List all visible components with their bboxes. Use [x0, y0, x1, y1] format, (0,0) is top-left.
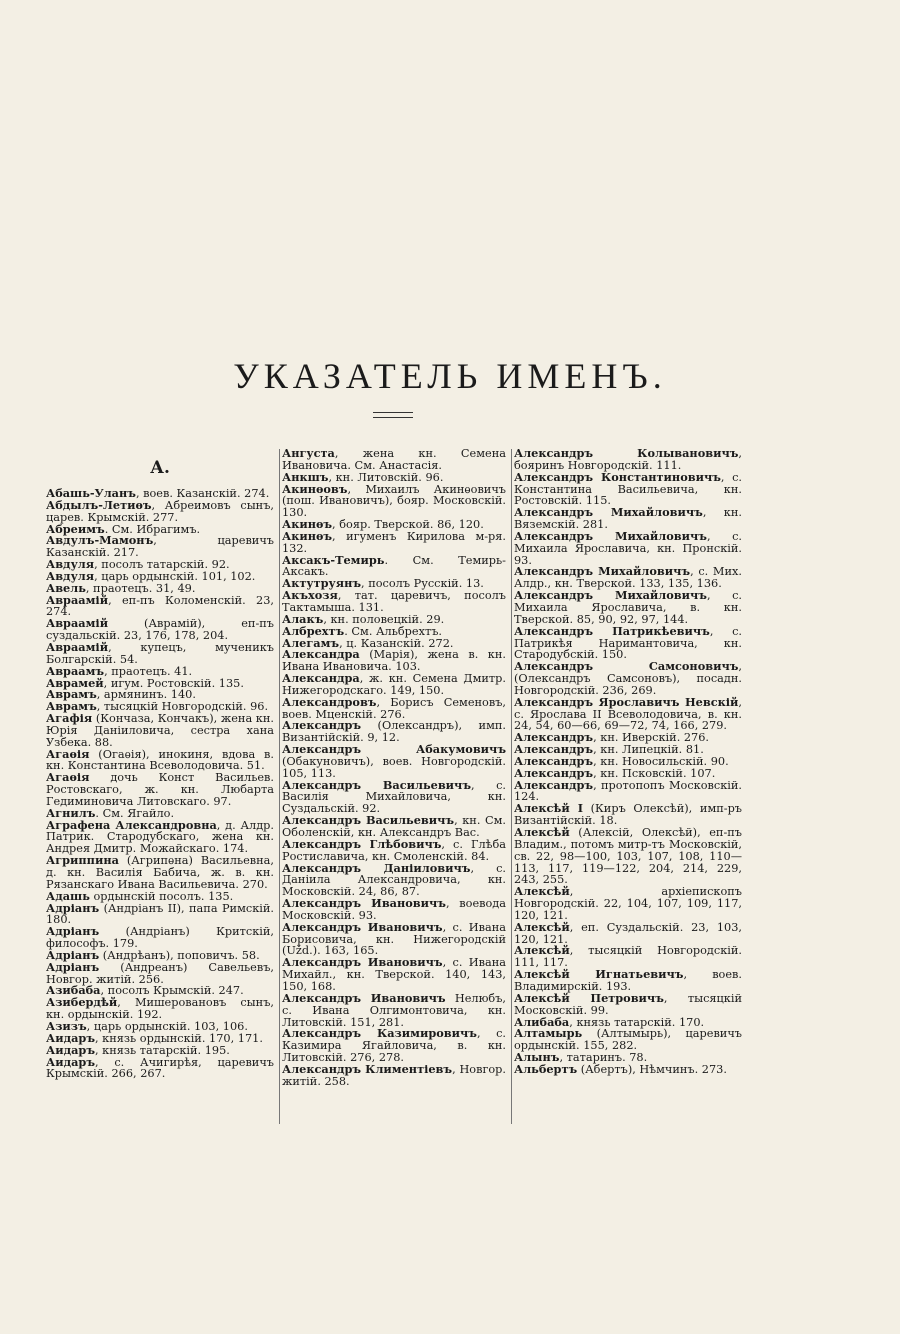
entry-name: Алексѣй Игнатьевичъ: [514, 967, 684, 982]
index-entry: [282, 649, 506, 673]
entry-text: , ж. кн. Семена Дмитр. Нижегородскаго. 149, 150.: [282, 672, 506, 697]
index-entry: [514, 969, 742, 993]
entry-text: , тысяцкій Новгородскій. 96.: [96, 700, 269, 714]
entry-text: , еп. Суздальскій. 23, 103, 120, 121.: [514, 920, 742, 946]
index-entry: [46, 959, 274, 986]
entry-name: Аидаръ: [46, 1054, 95, 1069]
entry-name: Агнилъ: [46, 805, 96, 820]
entry-text: , еп-пъ Коломенскій. 23, 274.: [46, 593, 274, 619]
index-entry: [282, 720, 506, 744]
index-entry: [514, 945, 742, 969]
index-entry: [46, 900, 274, 927]
entry-name: Альбертъ: [514, 1061, 578, 1076]
entry-name: Александръ Колывановичъ: [514, 446, 739, 460]
index-entry: [282, 777, 506, 816]
index-entry: [282, 590, 506, 614]
entry-text: (Обакуновичъ), воев. Новгородскій. 105, 113.: [282, 754, 506, 780]
entry-text: , с. Василія Михайловича, кн. Суздальскій. 92.: [282, 778, 506, 816]
index-entry: [514, 469, 742, 508]
entry-text: , царевичъ Казанскій. 217.: [46, 534, 274, 560]
entry-text: , воев. Владимирскій. 193.: [514, 968, 742, 993]
entry-text: . См. Альбрехтъ.: [344, 624, 442, 638]
entry-name: Алакъ: [282, 611, 324, 626]
entry-text: , праотецъ. 31, 49.: [85, 581, 196, 595]
entry-text: (Андрѣанъ), поповичъ. 58.: [99, 948, 260, 962]
entry-name: Авдулъ-Мамонъ: [46, 533, 154, 548]
index-entry: [514, 661, 742, 697]
entry-name: Алынъ: [514, 1050, 560, 1065]
entry-text: , ц. Казанскій. 272.: [339, 636, 454, 650]
entry-text: , кн. Иверскій. 276.: [593, 731, 710, 745]
index-entry: [514, 990, 742, 1017]
entry-name: Адріанъ: [46, 947, 100, 962]
entry-text: (Агрипѳна) Васильевна, д. кн. Василія Бабича, ж. в. кн. Рязанскаго Ивана Васильевича. 270.: [46, 854, 274, 891]
index-entry: [514, 590, 742, 626]
entry-text: (Аврамій), еп-пъ суздальскій. 23, 176, 178, 204.: [46, 617, 274, 643]
index-entry: [514, 1028, 742, 1052]
entry-text: , с. Михаила Ярославича, в. кн. Тверской. 85, 90, 92, 97, 144.: [514, 589, 742, 626]
entry-name: Авраамій: [46, 616, 109, 631]
entry-text: , купецъ, мученикъ Болгарскій. 54.: [46, 640, 274, 666]
entry-name: Александръ: [514, 753, 594, 768]
entry-name: Аидаръ: [46, 1042, 95, 1057]
entry-text: . См. Ягайло.: [95, 806, 175, 820]
entry-name: Александръ: [514, 777, 594, 792]
entry-name: Алибаба: [514, 1014, 570, 1029]
entry-name: Аврамъ: [46, 687, 97, 702]
entry-text: (Кончаза, Кончакъ), жена кн. Юрія Даніиловича, сестра хана Узбека. 88.: [46, 712, 274, 749]
entry-text: , с. Ивана Борисовича, кн. Нижегородскій (Užd.). 163, 165.: [282, 920, 506, 958]
index-entry: [282, 448, 506, 472]
entry-text: , протопопъ Московскій. 124.: [514, 778, 742, 804]
entry-name: Александръ: [514, 730, 594, 745]
entry-name: Агафія: [46, 711, 93, 726]
entry-name: Ангуста: [282, 446, 335, 460]
entry-name: Абреимъ: [46, 521, 105, 536]
entry-text: , игуменъ Кирилова м-ря. 132.: [282, 529, 506, 555]
entry-text: (Алексій, Олексѣй), еп-пъ Владим., потомъ митр-тъ Московскій, св. 22, 98—100, 103, 107, 108, 110—113, 117, 119—122, 204, 214, 229, 243, 255.: [514, 826, 742, 887]
entry-name: Алегамъ: [282, 635, 340, 650]
index-entry: [282, 815, 506, 839]
entry-name: Авраамій: [46, 592, 109, 607]
entry-name: Аграфена Александровна: [46, 817, 217, 832]
entry-text: Нелюбъ, с. Ивана Олгимонтовича, кн. Литовскій. 151, 281.: [282, 991, 506, 1029]
entry-text: , с. Даніила Александровича, кн. Московскій. 24, 86, 87.: [282, 861, 506, 899]
index-entry: [514, 919, 742, 946]
index-entry: [514, 886, 742, 922]
index-entry: [514, 507, 742, 531]
entry-text: , кн. Новосильскій. 90.: [593, 754, 729, 768]
section-letter: А.: [150, 458, 170, 478]
index-entry: [282, 990, 506, 1029]
entry-name: Александръ Даніиловичъ: [282, 860, 471, 875]
entry-text: (Огаѳія), инокиня, вдова в. кн. Константина Всеволодовича. 51.: [46, 747, 274, 773]
entry-text: , Абреимовъ сынъ, царев. Крымскій. 277.: [46, 498, 274, 524]
entry-text: , с. Мих. Алдр., кн. Тверской. 133, 135, 136.: [514, 565, 742, 591]
index-entry: [514, 803, 742, 827]
index-entry: [46, 855, 274, 891]
index-entry: [282, 898, 506, 922]
entry-text: , армянинъ. 140.: [96, 688, 196, 702]
entry-text: , кн. Вяземскій. 281.: [514, 506, 742, 532]
entry-name: Алексѣй: [514, 825, 570, 839]
entry-name: Албрехтъ: [282, 623, 345, 638]
entry-name: Авраамій: [46, 639, 109, 654]
entry-name: Александръ Васильевичъ: [282, 813, 455, 828]
entry-name: Акъхозя: [282, 588, 338, 603]
index-entry: [282, 836, 506, 863]
entry-name: Адріанъ: [46, 900, 100, 915]
entry-text: (Алтымырь), царевичъ ордынскій. 155, 282.: [514, 1027, 742, 1053]
entry-text: , игум. Ростовскій. 135.: [103, 676, 244, 690]
entry-name: Аврамей: [46, 675, 104, 690]
entry-text: , посолъ Русскій. 13.: [361, 577, 484, 591]
entry-name: Адріанъ: [46, 959, 100, 974]
index-entry: [514, 827, 742, 886]
entry-text: , бояр. Тверской. 86, 120.: [332, 518, 484, 532]
index-entry: [46, 926, 274, 950]
column-divider: [279, 449, 280, 1124]
entry-text: , д. Алдр. Патрик. Стародубскаго, жена кн. Андрея Дмитр. Можайскаго. 174.: [46, 818, 274, 856]
index-entry: [46, 618, 274, 642]
index-entry: [514, 528, 742, 567]
entry-name: Александръ Константиновичъ: [514, 469, 721, 484]
entry-text: , с. Ачигирѣя, царевичъ Крымскій. 266, 267.: [46, 1055, 274, 1081]
entry-name: Александра: [282, 671, 360, 686]
entry-name: Адашь: [46, 888, 90, 903]
entry-name: Александръ Ивановичъ: [282, 919, 443, 934]
entry-text: (Андреанъ) Савельевъ, Новгор. житій. 256.: [46, 960, 274, 986]
index-entry: [514, 694, 742, 733]
entry-text: дочь Конст Васильев. Ростовскаго, ж. кн. Любарта Гедиминовича Литовскаго. 97.: [46, 771, 274, 808]
index-entry: [46, 592, 274, 619]
entry-text: , (Олександръ Самсоновъ), посадн. Новгородскій. 236, 269.: [514, 660, 742, 697]
index-entry: [282, 744, 506, 780]
entry-name: Александръ Михайловичъ: [514, 588, 707, 603]
entry-name: Анкшъ: [282, 469, 329, 484]
page-title: УКАЗАТЕЛЬ ИМЕНЪ.: [233, 356, 667, 396]
entry-name: Александръ: [514, 765, 594, 780]
entry-text: , татаринъ. 78.: [559, 1051, 648, 1065]
entry-text: , воевода Московскій. 93.: [282, 897, 506, 922]
entry-text: , тысяцкій Новгородскій. 111, 117.: [514, 944, 742, 970]
entry-name: Алексѣй Петровичъ: [514, 990, 664, 1005]
entry-text: , тат. царевичъ, посолъ Тактамыша. 131.: [282, 589, 506, 614]
index-column-3: [514, 448, 742, 1076]
entry-name: Александръ Михайловичъ: [514, 564, 691, 579]
index-entry: [282, 528, 506, 555]
entry-name: Акинѳовъ: [282, 481, 348, 496]
entry-name: Александръ Васильевичъ: [282, 777, 471, 792]
entry-text: , князь татарскій. 170.: [569, 1015, 705, 1029]
entry-name: Александра: [282, 647, 360, 662]
entry-text: , с. Константина Васильевича, кн. Ростовскій. 115.: [514, 470, 742, 508]
entry-name: Александръ Ярославичъ Невскій: [514, 694, 739, 709]
entry-text: (Олександръ), имп. Византійскій. 9, 12.: [282, 719, 506, 745]
entry-name: Адріанъ: [46, 924, 100, 939]
entry-name: Аидаръ: [46, 1030, 95, 1045]
entry-text: , с. Глѣба Ростиславича, кн. Смоленскій. 84.: [282, 837, 506, 863]
entry-name: Александръ Казимировичъ: [282, 1026, 477, 1041]
entry-text: . См. Ибрагимъ.: [104, 522, 201, 536]
entry-text: , с. Казимира Ягайловича, в. кн. Литовскій. 276, 278.: [282, 1027, 506, 1065]
entry-name: Азибаба: [46, 983, 101, 998]
title-rule: [373, 412, 413, 413]
entry-name: Александръ Ивановичъ: [282, 896, 446, 911]
entry-name: Авдуля: [46, 568, 95, 583]
entry-text: (Киръ Олексѣй), имп-ръ Византійскій. 18.: [514, 802, 742, 828]
index-entry: [46, 535, 274, 559]
entry-text: , с. Ярослава II Всеволодовича, в. кн. 24, 54, 60—66, 69—72, 74, 166, 279.: [514, 695, 742, 733]
entry-name: Александръ Михайловичъ: [514, 528, 707, 543]
entry-text: , князь татарскій. 195.: [95, 1043, 230, 1057]
index-entry: [46, 746, 274, 773]
index-entry: [46, 497, 274, 524]
index-entry: [282, 481, 506, 520]
entry-text: , кн. Псковскій. 107.: [593, 766, 716, 780]
entry-name: Александръ Абакумовичъ: [282, 742, 506, 757]
entry-text: ордынскій посолъ. 135.: [89, 889, 234, 903]
entry-name: Александръ: [282, 718, 362, 733]
entry-name: Алексѣй: [514, 919, 570, 934]
index-entry: [514, 566, 742, 590]
index-entry: [46, 817, 274, 856]
index-entry: [46, 713, 274, 749]
entry-text: , Мишеровановъ сынъ, кн. ордынскій. 192.: [46, 996, 274, 1022]
entry-text: , праотецъ. 41.: [104, 664, 193, 678]
title-rule: [373, 417, 413, 418]
entry-text: , посолъ татарскій. 92.: [94, 558, 230, 572]
entry-text: , бояринъ Новгородскій. 111.: [514, 447, 742, 472]
entry-text: (Марія), жена в. кн. Ивана Ивановича. 103.: [282, 648, 506, 674]
entry-text: (Абертъ), Нѣмчинъ. 273.: [577, 1062, 727, 1076]
index-entry: [514, 448, 742, 472]
index-entry: [514, 623, 742, 662]
entry-name: Акинѳъ: [282, 517, 333, 532]
entry-name: Агаѳія: [46, 746, 90, 761]
index-entry: [282, 860, 506, 899]
entry-name: Алексѣй I: [514, 801, 583, 816]
entry-name: Аврамъ: [46, 699, 97, 714]
index-entry: [46, 772, 274, 808]
entry-text: , царь ордынскій. 103, 106.: [86, 1019, 248, 1033]
entry-text: , воев. Казанскій. 274.: [135, 487, 270, 500]
entry-name: Абдылъ-Летиѳъ: [46, 497, 152, 512]
entry-text: , кн. половецкій. 29.: [323, 612, 445, 626]
entry-text: , с. Михаила Ярославича, кн. Пронскій. 93.: [514, 529, 742, 567]
entry-name: Александровъ: [282, 694, 377, 709]
entry-text: , с. Ивана Михайл., кн. Тверской. 140, 143, 150, 168.: [282, 956, 506, 993]
entry-name: Александръ Глѣбовичъ: [282, 836, 442, 851]
entry-name: Азибердѣй: [46, 995, 118, 1010]
entry-text: , посолъ Крымскій. 247.: [100, 984, 244, 998]
entry-text: , тысяцкій Московскій. 99.: [514, 991, 742, 1017]
entry-name: Алтамырь: [514, 1026, 583, 1041]
index-entry: [282, 1028, 506, 1064]
column-divider: [511, 449, 512, 1124]
entry-name: Александръ Самсоновичъ: [514, 659, 739, 674]
entry-name: Александръ Климентіевъ: [282, 1061, 453, 1076]
entry-text: , Новгор. житій. 258.: [282, 1062, 506, 1088]
index-entry: [46, 639, 274, 666]
index-entry: [282, 552, 506, 579]
index-entry: [282, 919, 506, 958]
entry-name: Александръ Ивановичъ: [282, 990, 446, 1005]
index-entry: [282, 957, 506, 993]
entry-text: , кн. Липецкій. 81.: [593, 743, 704, 757]
entry-text: (Андріанъ) Критскій, философъ. 179.: [46, 925, 274, 951]
entry-text: , князь ордынскій. 170, 171.: [95, 1031, 263, 1045]
entry-name: Авдуля: [46, 557, 95, 572]
entry-name: Агриппина: [46, 853, 119, 868]
index-entry: [46, 1054, 274, 1081]
entry-name: Александръ Патрикѣевичъ: [514, 623, 710, 638]
entry-text: . См. Темирь-Аксакъ.: [282, 553, 506, 579]
entry-text: , архіепископъ Новгородскій. 22, 104, 107, 109, 117, 120, 121.: [514, 885, 742, 922]
entry-text: , Михаилъ Акинѳовичъ (пош. Ивановичъ), бояр. Московскій. 130.: [282, 482, 506, 520]
entry-text: , с. Патрикѣя Наримантовича, кн. Стародубскій. 150.: [514, 624, 742, 662]
index-column-1: [46, 448, 274, 1080]
entry-name: Акинѳъ: [282, 528, 333, 543]
index-column-2: [282, 448, 506, 1088]
entry-text: , кн. Литовскій. 96.: [328, 470, 444, 484]
entry-name: Абашь-Уланъ: [46, 486, 136, 500]
entry-name: Алексѣй: [514, 884, 570, 899]
entry-name: Агаѳія: [46, 770, 90, 785]
entry-name: Авель: [46, 580, 86, 595]
entry-name: Азизъ: [46, 1018, 87, 1033]
entry-text: , царь ордынскій. 101, 102.: [94, 569, 256, 583]
entry-name: Александръ Михайловичъ: [514, 505, 703, 520]
index-entry: [46, 997, 274, 1021]
index-entry: [282, 694, 506, 721]
entry-text: (Андріанъ II), папа Римскій. 180.: [46, 901, 274, 927]
entry-text: , кн. См. Оболенскій, кн. Александръ Вас.: [282, 814, 506, 839]
index-entry: [282, 1061, 506, 1088]
entry-name: Актутруянъ: [282, 576, 362, 591]
entry-name: Алексѣй: [514, 943, 570, 958]
entry-text: , Борисъ Семеновъ, воев. Мценскій. 276.: [282, 695, 506, 721]
entry-name: Аксакъ-Темирь: [282, 552, 385, 567]
entry-name: Александръ Ивановичъ: [282, 955, 443, 970]
index-entry: [514, 777, 742, 804]
index-entry: [282, 673, 506, 697]
entry-text: , жена кн. Семена Ивановича. См. Анастасія.: [282, 447, 506, 472]
entry-name: Александръ: [514, 742, 594, 757]
entry-name: Авраамъ: [46, 663, 105, 678]
index-entry: [514, 1061, 742, 1076]
